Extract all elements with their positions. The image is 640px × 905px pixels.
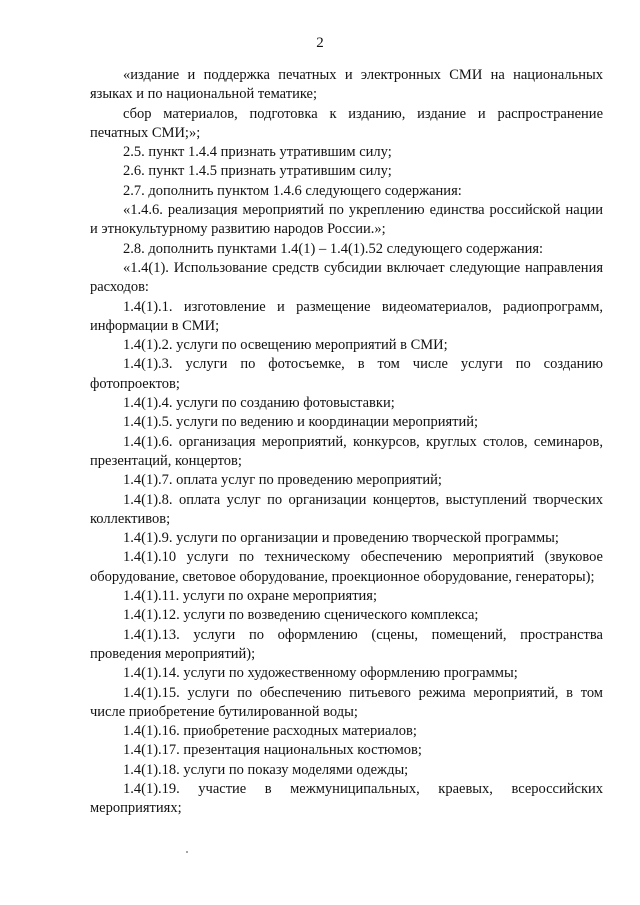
paragraph: 1.4(1).5. услуги по ведению и координации мероприятий;	[123, 414, 479, 431]
paragraph: «1.4.6. реализация мероприятий по укреплению единства российской нации и этнокультурному развитию народов России.»;	[90, 202, 603, 238]
paragraph: 1.4(1).4. услуги по созданию фотовыставки;	[123, 395, 395, 412]
paragraph: 1.4(1).3. услуги по фотосъемке, в том числе услуги по созданию фотопроектов;	[90, 356, 603, 392]
paragraph: «1.4(1). Использование средств субсидии включает следующие направления расходов:	[90, 259, 603, 296]
document-body	[90, 66, 603, 819]
paragraph: 2.6. пункт 1.4.5 признать утратившим силу;	[123, 163, 392, 180]
paragraph: 1.4(1).19. участие в межмуниципальных, краевых, всероссийских мероприятиях;	[90, 780, 603, 817]
paragraph: 1.4(1).15. услуги по обеспечению питьевого режима мероприятий, в том числе приобретение бутилированной воды;	[90, 684, 603, 720]
paragraph: 1.4(1).11. услуги по охране мероприятия;	[123, 588, 377, 605]
paragraph: 2.8. дополнить пунктами 1.4(1) – 1.4(1).52 следующего содержания:	[123, 240, 544, 257]
paragraph: 1.4(1).13. услуги по оформлению (сцены, помещений, пространства проведения мероприятий);	[90, 626, 603, 662]
paragraph: 2.5. пункт 1.4.4 признать утратившим силу;	[123, 144, 392, 161]
paragraph: 1.4(1).17. презентация национальных костюмов;	[123, 742, 422, 759]
paragraph: 1.4(1).10 услуги по техническому обеспечению мероприятий (звуковое оборудование, световое оборудование, проекционное оборудование, генераторы);	[90, 549, 603, 585]
paragraph: «издание и поддержка печатных и электронных СМИ на национальных языках и по национальной тематике;	[90, 67, 603, 103]
paragraph: 1.4(1).6. организация мероприятий, конкурсов, круглых столов, семинаров, презентаций, концертов;	[90, 433, 603, 469]
page-number: 2	[316, 35, 324, 51]
paragraph: 1.4(1).2. услуги по освещению мероприятий в СМИ;	[123, 337, 448, 354]
paragraph: 1.4(1).8. оплата услуг по организации концертов, выступлений творческих коллективов;	[90, 491, 603, 527]
paragraph: сбор материалов, подготовка к изданию, издание и распространение печатных СМИ;»;	[90, 105, 603, 141]
paragraph: 1.4(1).18. услуги по показу моделями одежды;	[123, 761, 409, 778]
paragraph: 1.4(1).9. услуги по организации и проведению творческой программы;	[123, 530, 559, 547]
paragraph: 1.4(1).1. изготовление и размещение видеоматериалов, радиопрограмм, информации в СМИ;	[90, 298, 603, 334]
paragraph: 1.4(1).12. услуги по возведению сценического комплекса;	[123, 607, 479, 624]
scan-speck	[186, 851, 188, 853]
paragraph: 1.4(1).16. приобретение расходных материалов;	[123, 723, 417, 740]
paragraph: 1.4(1).7. оплата услуг по проведению мероприятий;	[123, 472, 442, 489]
paragraph: 2.7. дополнить пунктом 1.4.6 следующего содержания:	[123, 182, 462, 199]
paragraph: 1.4(1).14. услуги по художественному оформлению программы;	[123, 665, 518, 682]
